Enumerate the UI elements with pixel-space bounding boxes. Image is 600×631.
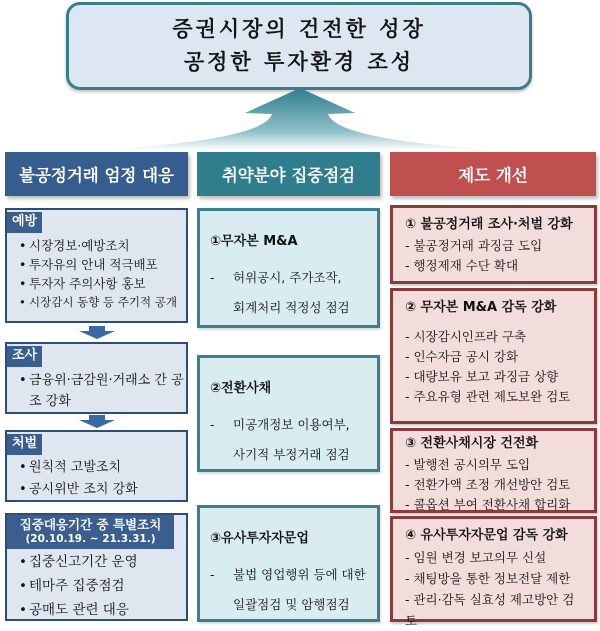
cb-inspection-line-2: 사기적 부정거래 점검 [233,447,350,462]
bullet-icon: • [19,238,27,253]
bullet-icon: • [19,373,27,388]
goal-banner [66,2,532,90]
right-column-header: 제도 개선 [390,152,596,196]
reform-item: - 행정제재 수단 확대 [405,258,519,273]
reform-box-3 [390,428,597,513]
advisory-inspection-line-1: - 불법 영업행위 등에 대한 [210,567,366,582]
list-item: • 금융위·금감원·거래소 간 공조 강화 [11,370,186,412]
bullet-icon: • [19,602,27,618]
reform-item: - 대량보유 보고 과징금 상향 [405,369,559,384]
goal-line-2: 공정한 투자환경 조성 [183,50,415,74]
mna-inspection-title: ①무자본 M&A [210,234,298,249]
list-item: • 투자자 주의사항 홍보 [19,276,146,291]
upward-merge-arrow-icon [110,88,490,150]
list-item: • 시장감시 동향 등 주기적 공개 [11,293,186,312]
prevention-tag: 예방 [7,212,42,233]
cb-inspection-title: ②전환사채 [210,381,272,396]
mna-inspection-line-1: - 허위공시, 주가조작, [210,270,342,285]
reform-item: - 임원 변경 보고의무 신설 [405,550,547,565]
punishment-box [5,430,188,502]
bullet-icon: • [19,482,27,497]
reform-box-1 [390,205,597,284]
reform-title: ③ 전환사채시장 건전화 [405,436,539,451]
reform-title: ④ 유사투자자문업 감독 강화 [405,528,568,543]
bullet-icon: • [19,554,27,570]
investigation-box [5,342,188,414]
list-item: • 공시위반 조치 강화 [11,479,186,501]
reform-item: - 발행전 공시의무 도입 [405,457,531,472]
cb-inspection-line-1: - 미공개정보 이용여부, [210,417,350,432]
investigation-tag: 조사 [7,346,42,367]
reform-title: ① 불공정거래 조사·처벌 강화 [405,217,573,232]
reform-item: - 채팅방을 통한 정보전달 제한 [405,571,571,586]
reform-item: - 인수자금 공시 강화 [405,349,519,364]
cb-inspection-box [197,355,380,472]
mid-column-header: 취약분야 집중점검 [197,152,380,196]
goal-line-1: 증권시장의 건전한 성장 [172,17,426,41]
list-item: • 시장경보·예방조치 [19,238,130,253]
reform-item: - 주요유형 관련 제도보완 검토 [405,389,571,404]
mna-inspection-box [197,208,380,328]
list-item: • 테마주 집중점검 [11,574,186,598]
bullet-icon: • [19,276,27,291]
advisory-inspection-title: ③유사투자자문업 [210,531,309,546]
bullet-icon: • [19,460,27,475]
reform-item: - 시장감시인프라 구축 [405,329,527,344]
advisory-inspection-line-2: 일괄점검 및 암행점검 [233,597,350,612]
bullet-icon: • [19,578,27,594]
special-measures-box [5,513,188,621]
advisory-inspection-box [197,505,380,622]
prevention-box [5,208,188,323]
list-item: • 원칙적 고발조치 [11,457,186,479]
reform-box-4 [390,516,597,628]
list-item: • 투자유의 안내 적극배포 [19,257,158,272]
reform-item: - 관리·감독 실효성 제고방안 검토 [405,592,575,628]
reform-box-2 [390,288,597,424]
reform-item: - 불공정거래 과징금 도입 [405,238,543,253]
bullet-icon: • [19,257,27,272]
reform-title: ② 무자본 M&A 감독 강화 [405,300,557,315]
reform-item: - 전환가액 조정 개선방안 검토 [405,477,571,492]
reform-item: - 콜옵션 부여 전환사채 합리화 [405,497,571,512]
list-item: • 공매도 관련 대응 [11,598,186,622]
down-arrow-icon [77,326,117,339]
special-measures-tag: 집중대응기간 중 특별조치 (20.10.19. ~ 21.3.31.) [7,515,174,549]
bullet-icon: • [19,295,26,309]
mna-inspection-line-2: 회계처리 적정성 점검 [233,300,350,315]
punishment-tag: 처벌 [7,434,42,455]
left-column-header: 불공정거래 엄정 대응 [5,152,188,196]
down-arrow-icon [77,415,117,428]
list-item: • 집중신고기간 운영 [11,550,186,574]
special-measures-period: (20.10.19. ~ 21.3.31.) [25,533,156,545]
